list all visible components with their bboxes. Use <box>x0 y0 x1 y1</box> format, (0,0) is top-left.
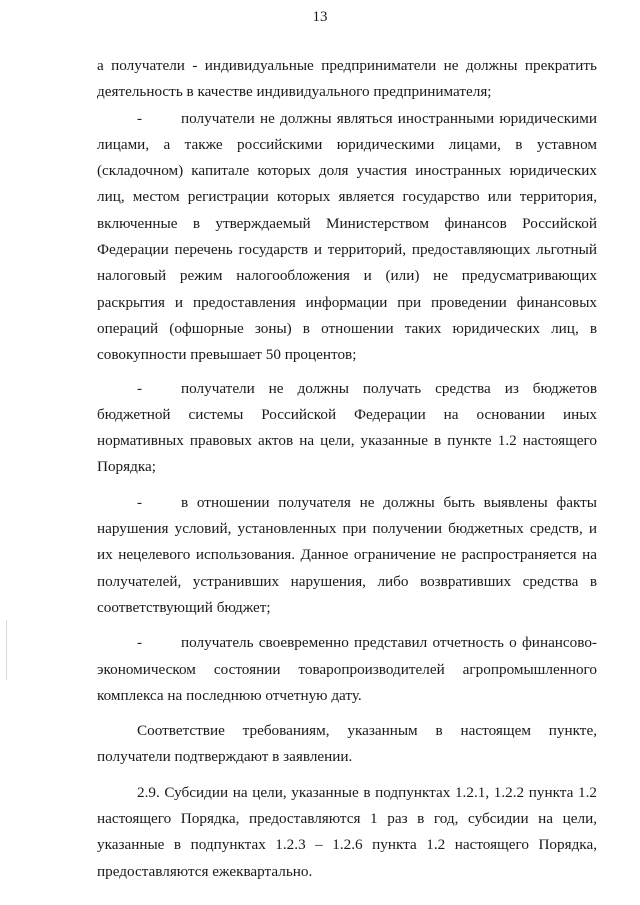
paragraph-text: Соответствие требованиям, указанным в настоящем пункте, получатели подтверждают в заявлении. <box>97 722 597 766</box>
paragraph-text: получатель своевременно представил отчетность о финансово-экономическом состоянии товаропроизводителей агропромышленного комплекса на последнюю отчетную дату. <box>97 634 597 704</box>
document-body <box>97 53 597 885</box>
bullet-dash: - <box>137 634 143 652</box>
scan-margin-mark <box>6 620 7 680</box>
paragraph-text: в отношении получателя не должны быть выявлены факты нарушения условий, установленных при получении бюджетных средств, и их нецелевого использования. Данное ограничение не распространяется на получателей, устранивших нарушения, либо возвративших средства в соответствующий бюджет; <box>97 493 597 616</box>
paragraph-text: получатели не должны получать средства из бюджетов бюджетной системы Российской Федерации на основании иных нормативных правовых актов на цели, указанные в пункте 1.2 настоящего Порядка; <box>97 379 597 476</box>
paragraph-text: 2.9. Субсидии на цели, указанные в подпунктах 1.2.1, 1.2.2 пункта 1.2 настоящего Порядка, предоставляются 1 раз в год, субсидии на цели, указанные в подпунктах 1.2.3 – 1.2.6 пункта 1.2 настоящего Порядка, предоставляются ежеквартально. <box>97 783 597 880</box>
list-item-bullet <box>97 630 597 709</box>
bullet-dash: - <box>137 109 143 127</box>
list-item-bullet <box>97 490 597 621</box>
paragraph-continuation <box>97 53 597 106</box>
paragraph-indented <box>97 718 597 771</box>
bullet-dash: - <box>137 493 143 511</box>
paragraph-clause-2-9 <box>97 780 597 885</box>
list-item-bullet <box>97 376 597 481</box>
bullet-dash: - <box>137 379 143 397</box>
list-item-bullet <box>97 106 597 369</box>
paragraph-text: получатели не должны являться иностранными юридическими лицами, а также российскими юридическими лицами, в уставном (складочном) капитале которых доля участия иностранных юридических лиц, местом регистрации которых является государство или территория, включенные в утверждаемый Министерством финансов Российской Федерации перечень государств и территорий, предоставляющих льготный налоговый режим налогообложения и (или) не предусматривающих раскрытия и предоставления информации при проведении финансовых операций (офшорные зоны) в отношении таких юридических лиц, в совокупности превышает 50 процентов; <box>97 109 597 364</box>
paragraph-text: а получатели - индивидуальные предприниматели не должны прекратить деятельность в качестве индивидуального предпринимателя; <box>97 57 597 101</box>
page-number: 13 <box>312 9 328 25</box>
